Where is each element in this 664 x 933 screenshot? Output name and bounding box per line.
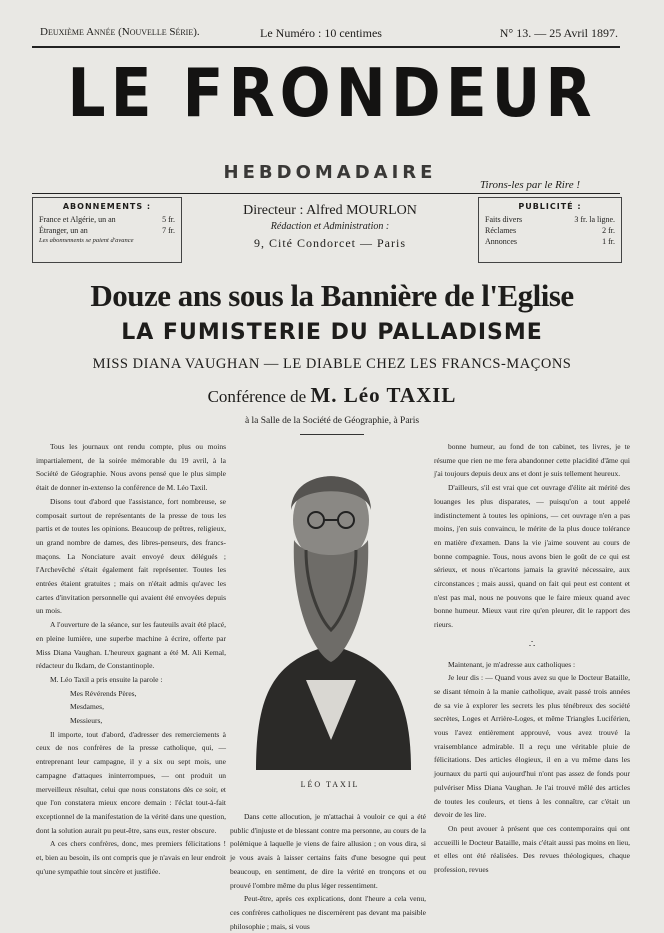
- main-headline: Douze ans sous la Bannière de l'Eglise: [90, 278, 574, 313]
- leo-taxil-portrait: [236, 440, 426, 780]
- paragraph: A ces chers confrères, donc, mes premiers félicitations ! et, bien au besoin, ils ont compris que je n'avais en leur endroit qu'une sympathie tout sincère et justifiée.: [36, 839, 226, 876]
- section-asterism: ∴: [528, 638, 536, 650]
- subscriptions-box: [32, 197, 182, 263]
- conference-prefix: Conférence de: [207, 387, 307, 406]
- paragraph: Disons tout d'abord que l'assistance, fort nombreuse, se composait surtout de représentants de la presse de tous les partis et de toutes les opinions. Beaucoup de prêtres, religieux, un grand nombre de dames, des libres-penseurs, des francs-maçons. La Nonciature avait envoyé deux délégués ; l'Archevêché s'était également fait représenter. Toutes les entrées étaient gratuites ; mais on n'était admis qu'avec les cartes d'invitation personnelle qui avaient été envoyées depuis un mois.: [36, 496, 226, 616]
- article-column-center-bottom: [230, 810, 426, 933]
- paragraph: bonne humeur, au fond de ton cabinet, tes livres, je te résume que rien ne me fera abandonner cette placidité d'âme qui j'ai toujours depuis deux ans et dont je suis tellement heureux.: [434, 442, 630, 479]
- paragraph: Dans cette allocution, je m'attachai à vouloir ce qui a été public d'injuste et de blessant contre ma personne, au cours de la polémique à laquelle je viens de faire allusion ; on vous dira, si je vous avais à laisser certains faits d'une besogne qui peut beaucoup, en sentiment, de dire la vérité en tronçons et ou prouvé l'ombre même du plus léger ressentiment.: [230, 812, 426, 890]
- subscription-note: Les abonnements se paient d'avance: [39, 237, 134, 244]
- advertising-heading: PUBLICITÉ :: [518, 202, 582, 211]
- newspaper-title: LE FRONDEUR: [67, 54, 597, 134]
- paragraph: M. Léo Taxil a pris ensuite la parole :: [50, 674, 163, 684]
- header-rule: [32, 193, 620, 194]
- speaker-name: M. Léo TAXIL: [310, 383, 457, 407]
- sub-headline: LA FUMISTERIE DU PALLADISME: [121, 320, 543, 345]
- portrait-caption: LÉO TAXIL: [300, 780, 360, 789]
- salutation: Messieurs,: [70, 716, 103, 726]
- advertising-row: Réclames 2 fr.: [485, 226, 615, 235]
- section-divider: [300, 434, 364, 435]
- address-line: 9, Cité Condorcet — Paris: [254, 236, 406, 250]
- issue-price: Le Numéro : 10 centimes: [260, 26, 382, 40]
- newspaper-motto: Tirons-les par le Rire !: [480, 179, 581, 191]
- conference-line: [60, 383, 604, 408]
- salutation: Mes Révérends Pères,: [70, 688, 137, 698]
- subscriptions-heading: ABONNEMENTS :: [62, 202, 152, 211]
- tertiary-headline: MISS DIANA VAUGHAN — LE DIABLE CHEZ LES FRANCS-MAÇONS: [92, 356, 572, 372]
- paragraph: Il importe, tout d'abord, d'adresser des remerciements à ceux de nos confrères de la presse catholique, qui, — entreprenant leur campagne, il y a six ou sept mois, une campagne d'attaques ininterrompues, — ont produit un merveilleux résultat, celui que nous constatons dès ce soir, et que l'on constatera mieux encore demain : l'éclat tout-à-fait exceptionnel de la manifestation de la vérité dans une question, dont la solution aurait pu peut-être, sans eux, rester obscure.: [36, 729, 226, 835]
- issue-number-date: N° 13. — 25 Avril 1897.: [499, 26, 618, 40]
- paragraph: Tous les journaux ont rendu compte, plus ou moins impartialement, de la soirée mémorable du 19 avril, à la Société de Géographie. Nous avons pensé que le plus simple était de donner in-extenso la conférence de M. Léo Taxil.: [36, 442, 226, 493]
- advertising-row: Annonces 1 fr.: [485, 237, 615, 246]
- paragraph: A l'ouverture de la séance, sur les fauteuils avait été placé, en pleine lumière, une superbe machine à écrire, offerte par Miss Diana Vaughan. L'heureux gagnant a été M. Ali Kemal, rédacteur du Ikdam, de Constantinople.: [36, 620, 226, 671]
- subscription-row: Étranger, un an 7 fr.: [39, 226, 175, 235]
- masthead-rule: [32, 46, 620, 48]
- paragraph: Je leur dis : — Quand vous avez su que le Docteur Bataille, se disant témoin à la manie catholique, avait passé trois années de sa vie à explorer les secrets les plus ténébreux des société secrètes, Loges et Arrière-Loges, et même Triangles Luciférien, vous l'avez entièrement approuvé, vous avez trouvé la vraisemblance admirable. Il a reçu une véritable pluie de félicitations. Des articles élogieux, il en a vu même dans les journaux du parti qui aujourd'hui n'ont pas assez de fonds pour pulvériser Miss Diana Vaughan. Je l'ai trouvé mêlé des articles de toutes les couleurs, et tiens à les connaître, car c'était un devoir de les lire.: [434, 673, 630, 820]
- article-column-right: [434, 440, 630, 877]
- salutation: Mesdames,: [70, 702, 104, 712]
- director-line: Directeur : Alfred MOURLON: [243, 203, 417, 218]
- advertising-row: Faits divers 3 fr. la ligne.: [485, 215, 615, 224]
- advertising-box: [478, 197, 622, 263]
- paragraph: Peut-être, après ces explications, dont l'heure a cela venu, ces confrères catholiques ne discernèrent pas devant ma paisible philosophie ; mais, si vous: [230, 894, 426, 931]
- subscription-row: France et Algérie, un an 5 fr.: [39, 215, 175, 224]
- paragraph: On peut avouer à présent que ces contemporains qui ont accueilli le Docteur Bataille, mais c'était aussi pas moins en lieu, et elles ont été réalisées. Des revues théologiques, chaque profession, revues: [434, 823, 630, 875]
- masthead-info-line: [40, 26, 618, 44]
- redaction-line: Rédaction et Administration :: [270, 221, 390, 232]
- paragraph: D'ailleurs, s'il est vrai que cet ouvrage d'élite ait mérité des louanges les plus disparates, — puisqu'on a tout appelé indistinctement à toutes les opinions, — cet ouvrage n'en a pas moins, j'en suis convaincu, le mérite de la plus douce tolérance en matière d'examen. Dans la vie j'aime souvent au cours de bonne compagnie. Tous, nous avons bien le goût de ce qui est sérieux, et nous n'écartons jamais la gravité nécessaire, aux circonstances ; mais aussi, quand on fait qui peut est content et n'est pas mal, nous ne pouvons que le faire mieux quand avec bonne humeur. Mieux vaut rire qu'en pleurer, dit le rapport des rieurs.: [434, 483, 630, 630]
- venue-line: à la Salle de la Société de Géographie, à Paris: [244, 416, 420, 426]
- article-column-left: [36, 440, 226, 879]
- direction-box: [194, 197, 466, 261]
- year-series: Deuxième Année (Nouvelle Série).: [40, 26, 200, 38]
- newspaper-subtitle: HEBDOMADAIRE: [223, 162, 437, 183]
- paragraph: Maintenant, je m'adresse aux catholiques :: [448, 659, 576, 669]
